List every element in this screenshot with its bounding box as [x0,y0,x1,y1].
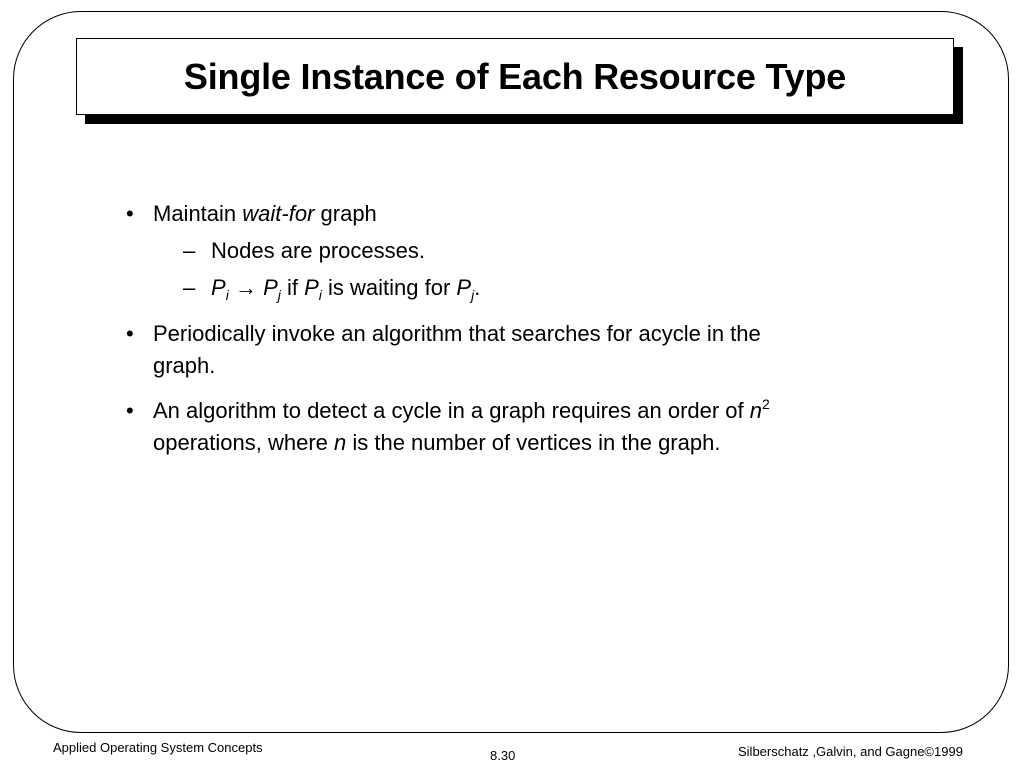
subitem-2-waiting: is waiting for [321,275,457,300]
subitem-2-p3: P [304,275,319,300]
subitem-2-p4: P [456,275,472,300]
subitem-2-end: . [474,275,481,300]
footer-page-number: 8.30 [490,748,516,763]
subitem-2-sub-j2: j [471,287,475,303]
subitem-2-p2: P [263,275,278,300]
bullet-3-exponent: 2 [762,396,770,412]
footer-right: Silberschatz ,Galvin, and Gagne©1999 [738,744,963,759]
subitem-2-text [211,272,480,304]
subitem-2-sub-i2: i [318,287,322,303]
bullet-3-line-2 [153,427,720,459]
subitem-2-sub-i: i [225,287,229,303]
bullet-1-emph: wait-for [242,201,315,226]
bullet-marker: • [126,201,134,226]
bullet-1-prefix: Maintain [153,201,243,226]
bullet-marker: • [126,398,134,423]
arrow-symbol: → [234,275,257,300]
bullet-3-line-1-prefix: An algorithm to detect a cycle in a graph requires an order of [153,398,750,423]
bullet-3-n2: n [334,430,347,455]
subitem-1-text: Nodes are processes. [211,238,425,263]
bullet-1-text [153,198,377,230]
bullet-2-line-1: Periodically invoke an algorithm that searches for acycle in the [153,321,761,346]
subitem-2-p: P [211,275,226,300]
bullet-3-line-2-prefix: operations, where [153,430,334,455]
title-box [76,38,954,115]
bullet-2-line-2: graph. [153,353,216,378]
subitem-2-if: if [280,275,305,300]
dash-marker: – [183,275,196,300]
bullet-marker: • [126,321,134,346]
dash-marker: – [183,238,196,263]
bullet-1-suffix: graph [314,201,377,226]
slide-title: Single Instance of Each Resource Type [183,55,847,97]
bullet-3-line-1 [153,395,770,427]
subitem-2-sub-j: j [277,287,281,303]
bullet-3-line-2-suffix: is the number of vertices in the graph. [346,430,721,455]
bullet-3-n: n [749,398,763,423]
footer-left: Applied Operating System Concepts [53,740,263,755]
